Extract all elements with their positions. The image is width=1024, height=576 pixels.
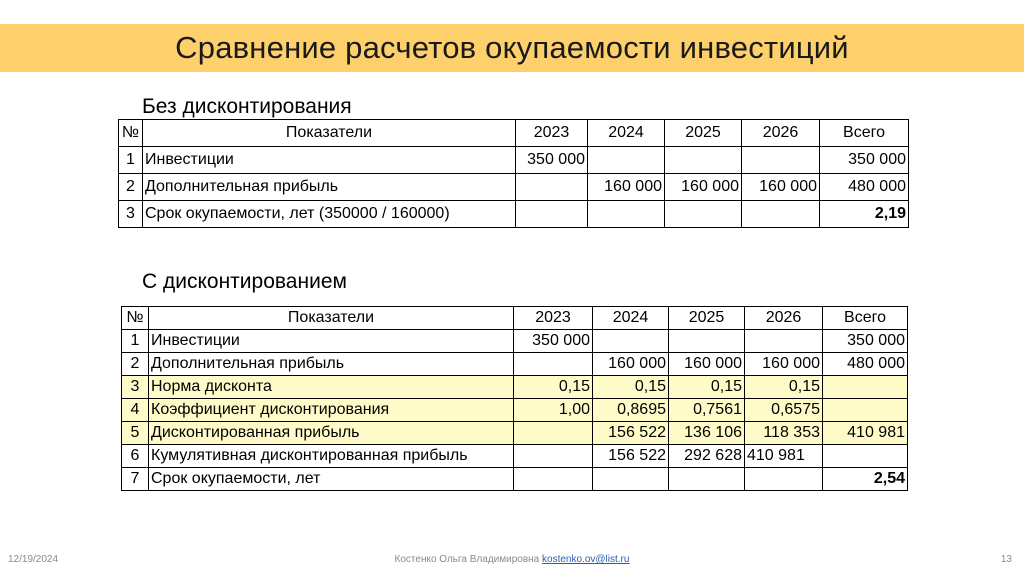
table-cell: [593, 468, 669, 491]
table-cell: 2: [122, 353, 149, 376]
footer-page-number: 13: [1000, 554, 1012, 565]
header-cell: Показатели: [149, 307, 514, 330]
table-cell: 480 000: [820, 174, 909, 201]
table-cell: [514, 445, 593, 468]
header-cell: 2026: [742, 120, 820, 147]
table-cell: 0,15: [745, 376, 823, 399]
table-row: [119, 174, 909, 201]
table-cell: Дополнительная прибыль: [143, 174, 516, 201]
table-cell: 160 000: [669, 353, 745, 376]
section-label-with-discount: С дисконтированием: [142, 270, 347, 293]
table-cell: [823, 376, 908, 399]
table-cell: [593, 330, 669, 353]
table-cell: Коэффициент дисконтирования: [149, 399, 514, 422]
table-cell: Норма дисконта: [149, 376, 514, 399]
table-header-row: [119, 120, 909, 147]
table-cell: Срок окупаемости, лет: [149, 468, 514, 491]
table-cell: [742, 201, 820, 228]
table-row: [122, 353, 908, 376]
table-cell: [823, 399, 908, 422]
table-cell: 350 000: [516, 147, 588, 174]
table-cell: 292 628: [669, 445, 745, 468]
table-cell: 350 000: [823, 330, 908, 353]
table-cell: 3: [119, 201, 143, 228]
table-cell: Инвестиции: [149, 330, 514, 353]
table-cell: [588, 201, 665, 228]
table-row: [122, 330, 908, 353]
header-cell: Всего: [823, 307, 908, 330]
footer-email-link[interactable]: kostenko.ov@list.ru: [542, 554, 630, 565]
table-cell: 0,15: [669, 376, 745, 399]
table-row: [122, 468, 908, 491]
table-cell: 480 000: [823, 353, 908, 376]
table-row: [119, 201, 909, 228]
table-cell: Инвестиции: [143, 147, 516, 174]
table-cell: 6: [122, 445, 149, 468]
header-cell: 2023: [516, 120, 588, 147]
table-cell: [823, 445, 908, 468]
page-title: Сравнение расчетов окупаемости инвестиций: [175, 30, 849, 65]
header-cell: 2024: [588, 120, 665, 147]
table-cell: 160 000: [593, 353, 669, 376]
table-cell: [514, 422, 593, 445]
section-label-no-discount: Без дисконтирования: [142, 95, 352, 118]
table-cell: [514, 468, 593, 491]
payback-total-cell: 2,54: [823, 468, 908, 491]
table-cell: 156 522: [593, 445, 669, 468]
table-cell: 0,15: [593, 376, 669, 399]
table-cell: [745, 468, 823, 491]
table-with-discount: [121, 306, 908, 491]
table-cell: Кумулятивная дисконтированная прибыль: [149, 445, 514, 468]
table-cell: 1: [122, 330, 149, 353]
table-cell: 410 981: [745, 445, 823, 468]
table-cell: [665, 147, 742, 174]
table-cell: 4: [122, 399, 149, 422]
table-cell: [588, 147, 665, 174]
header-cell: 2026: [745, 307, 823, 330]
table-cell: [514, 353, 593, 376]
table-cell: 0,6575: [745, 399, 823, 422]
table-cell: 7: [122, 468, 149, 491]
table-cell: [516, 174, 588, 201]
footer-author: Костенко Ольга Владимировна: [394, 554, 540, 565]
header-cell: №: [122, 307, 149, 330]
table-cell: 350 000: [514, 330, 593, 353]
header-cell: Показатели: [143, 120, 516, 147]
table-cell: 0,15: [514, 376, 593, 399]
table-cell: 1,00: [514, 399, 593, 422]
table-cell: 5: [122, 422, 149, 445]
payback-total-cell: 2,19: [820, 201, 909, 228]
table-no-discount: [118, 119, 909, 228]
table-cell: 160 000: [742, 174, 820, 201]
table-cell: 160 000: [588, 174, 665, 201]
table-cell: 156 522: [593, 422, 669, 445]
header-cell: 2023: [514, 307, 593, 330]
table-cell: 160 000: [745, 353, 823, 376]
table-cell: [669, 330, 745, 353]
table-cell: Дисконтированная прибыль: [149, 422, 514, 445]
table-row: [122, 445, 908, 468]
table-cell: 2: [119, 174, 143, 201]
table-cell: [745, 330, 823, 353]
table-cell: 410 981: [823, 422, 908, 445]
table-cell: 350 000: [820, 147, 909, 174]
table-cell: [669, 468, 745, 491]
table-header-row: [122, 307, 908, 330]
table-cell: Срок окупаемости, лет (350000 / 160000): [143, 201, 516, 228]
table-cell: 136 106: [669, 422, 745, 445]
table-cell: 1: [119, 147, 143, 174]
header-cell: 2025: [669, 307, 745, 330]
header-cell: 2025: [665, 120, 742, 147]
table-cell: [742, 147, 820, 174]
footer-date: 12/19/2024: [8, 554, 59, 565]
table-cell: 160 000: [665, 174, 742, 201]
table-cell: [665, 201, 742, 228]
header-cell: Всего: [820, 120, 909, 147]
title-bar: [0, 24, 1024, 72]
header-cell: №: [119, 120, 143, 147]
table-cell: 3: [122, 376, 149, 399]
table-cell: 0,8695: [593, 399, 669, 422]
table-cell: Дополнительная прибыль: [149, 353, 514, 376]
table-cell: [516, 201, 588, 228]
table-row: [119, 147, 909, 174]
table-row-highlighted: [122, 422, 908, 445]
footer-author-block: [0, 554, 1024, 565]
table-cell: 118 353: [745, 422, 823, 445]
table-cell: 0,7561: [669, 399, 745, 422]
header-cell: 2024: [593, 307, 669, 330]
table-row-highlighted: [122, 399, 908, 422]
table-row-highlighted: [122, 376, 908, 399]
